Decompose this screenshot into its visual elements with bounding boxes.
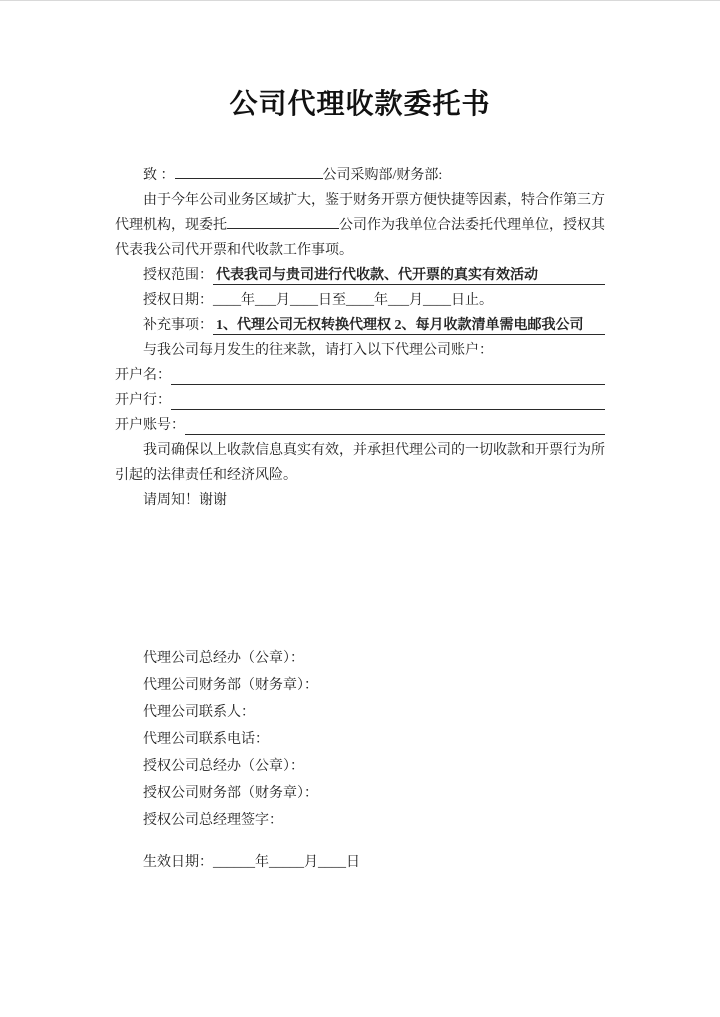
document-body <box>115 163 605 513</box>
scope-line <box>115 263 605 288</box>
intro-text-after: 公司作为我单位合法委托代理单位，授权其代表我公司代开票和代收款工作事项。 <box>115 218 605 258</box>
sig-authorizer-gm-office: 授权公司总经办（公章）： <box>143 759 304 774</box>
closing-line: 请周知！谢谢 <box>143 493 227 508</box>
to-line <box>115 163 605 188</box>
sig-agent-gm-office: 代理公司总经办（公章）： <box>143 651 304 666</box>
account-bank-blank-underline <box>171 388 605 413</box>
notes-label: 补充事项： <box>143 318 213 333</box>
account-number-blank-underline <box>185 413 605 438</box>
intro-paragraph <box>115 188 605 263</box>
sig-authorizer-finance-dept: 授权公司财务部（财务章）： <box>143 786 318 801</box>
account-name-line <box>115 363 605 388</box>
auth-date-line <box>115 288 605 313</box>
sig-agent-contact-person: 代理公司联系人： <box>143 705 255 720</box>
account-bank-line <box>115 388 605 413</box>
auth-date-value: ____年___月____日至____年___月____日止。 <box>213 293 493 308</box>
scope-value: 代表我司与贵司进行代收款、代开票的真实有效活动 <box>213 263 605 288</box>
signature-block <box>115 645 605 834</box>
notes-line <box>115 313 605 338</box>
assurance-paragraph: 我司确保以上收款信息真实有效，并承担代理公司的一切收款和开票行为所引起的法律责任和经济风险。 <box>115 443 605 483</box>
notes-value: 1、代理公司无权转换代理权 2、每月收款清单需电邮我公司 <box>213 313 605 338</box>
scope-label: 授权范围： <box>143 268 213 283</box>
account-intro-line: 与我公司每月发生的往来款，请打入以下代理公司账户： <box>143 343 493 358</box>
account-number-line <box>115 413 605 438</box>
company-name-blank-underline <box>227 215 339 229</box>
to-blank-underline <box>175 165 323 179</box>
account-name-label: 开户名： <box>115 368 171 383</box>
sig-agent-contact-phone: 代理公司联系电话： <box>143 732 269 747</box>
account-bank-label: 开户行： <box>115 393 171 408</box>
auth-date-label: 授权日期： <box>143 293 213 308</box>
sig-agent-finance-dept: 代理公司财务部（财务章）： <box>143 678 318 693</box>
account-number-label: 开户账号： <box>115 418 185 433</box>
intro-text-before: 由于今年公司业务区域扩大，鉴于财务开票方便快捷等因素，特合作第三方代理机构，现委托 <box>115 193 605 233</box>
sig-authorizer-gm-signature: 授权公司总经理签字： <box>143 813 283 828</box>
effective-date-line: 生效日期：______年_____月____日 <box>143 855 360 870</box>
to-label: 致 ： <box>143 168 175 183</box>
document-title: 公司代理收款委托书 <box>229 89 491 120</box>
to-suffix: 公司采购部/财务部: <box>322 168 443 183</box>
account-name-blank-underline <box>171 363 605 388</box>
